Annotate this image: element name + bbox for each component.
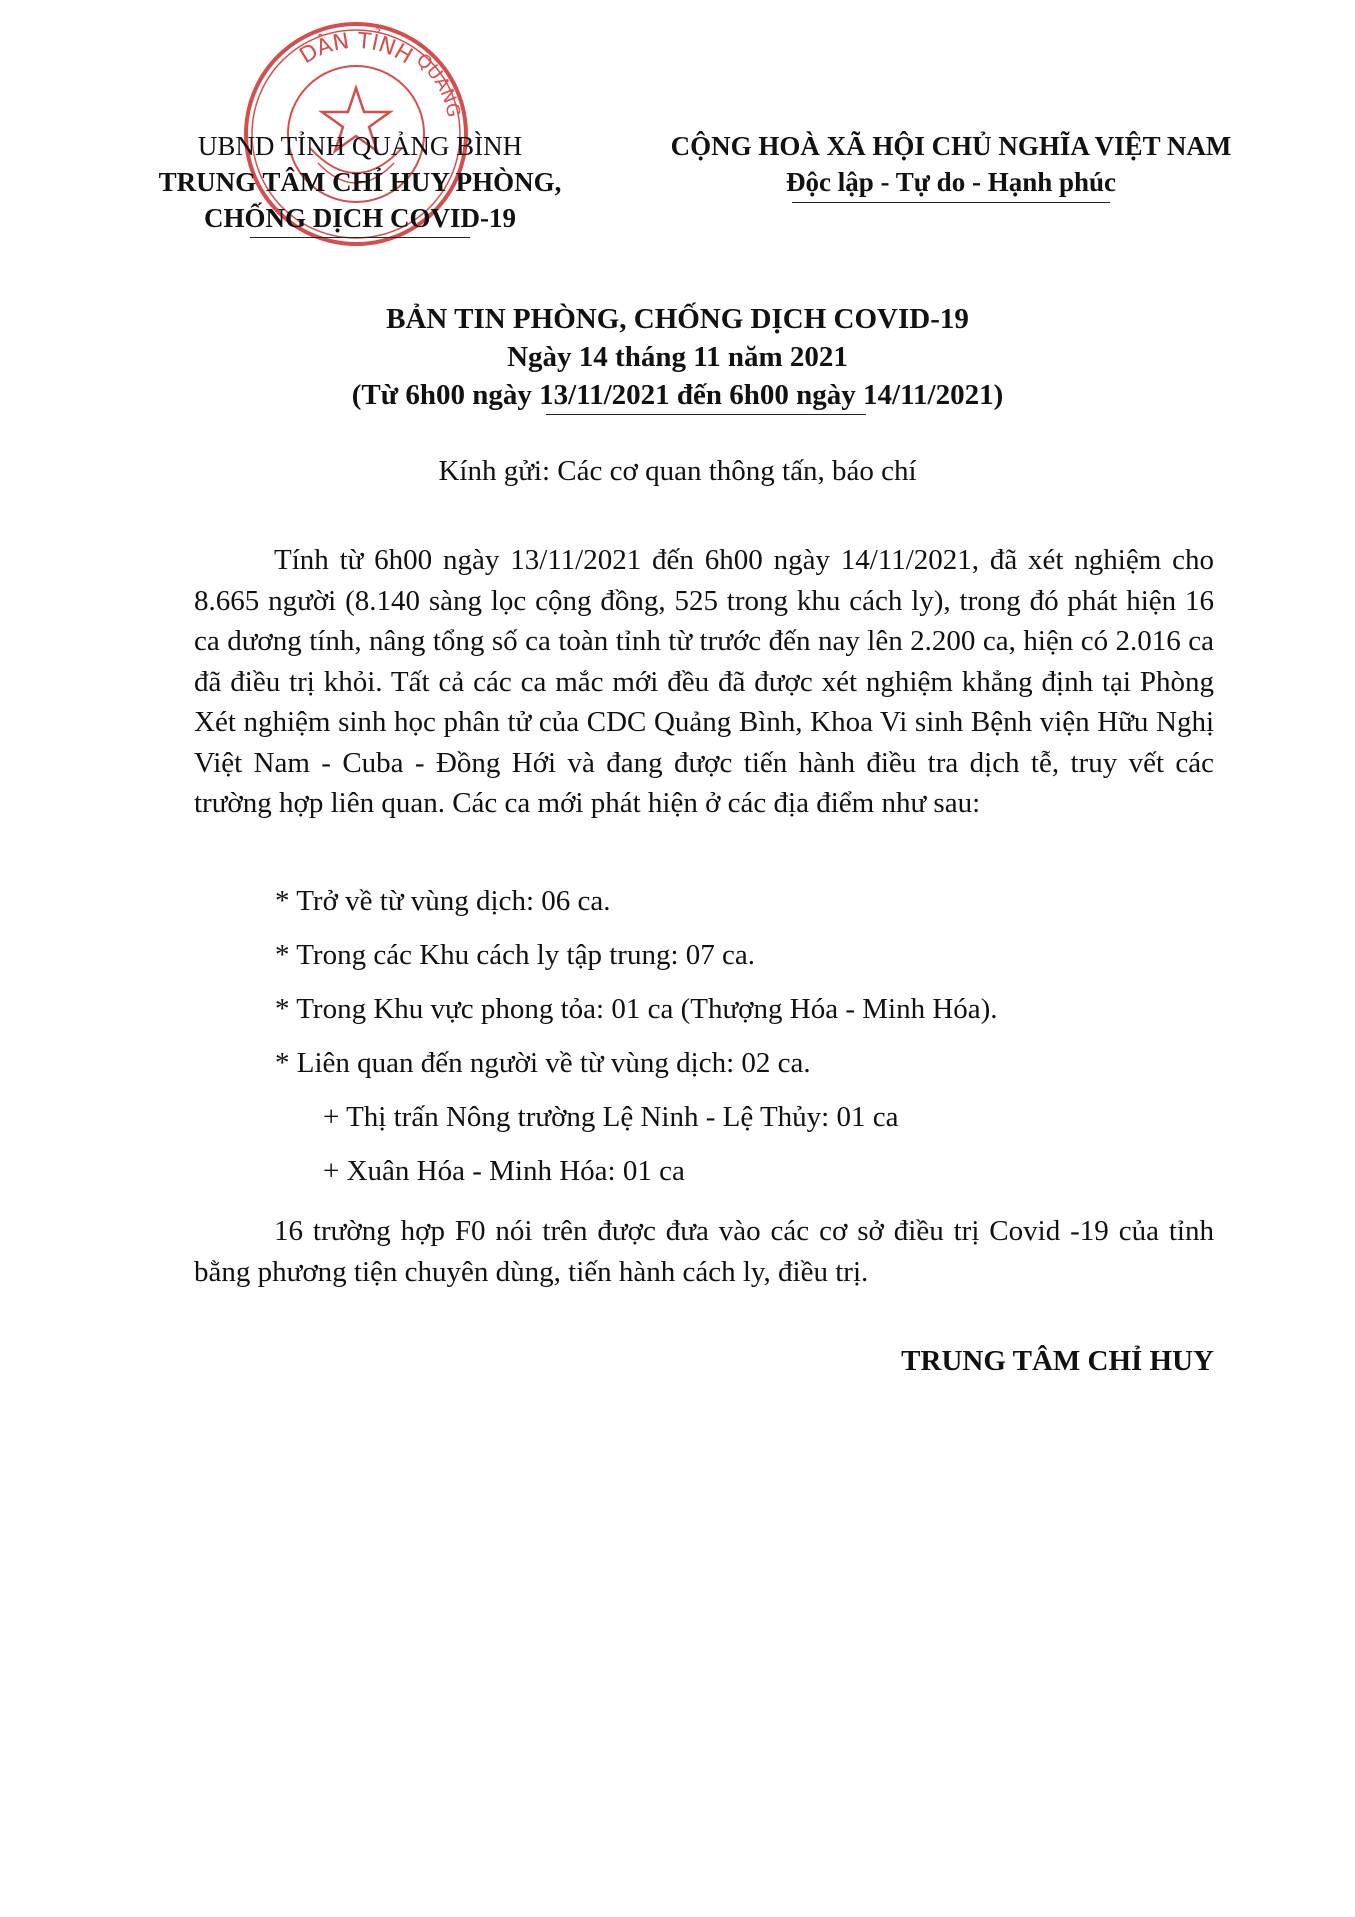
- bulletin-date: Ngày 14 tháng 11 năm 2021: [507, 341, 848, 373]
- national-motto: Độc lập - Tự do - Hạnh phúc: [785, 167, 1117, 197]
- sub-list-item: + Xuân Hóa - Minh Hóa: 01 ca: [323, 1155, 685, 1187]
- motto-underline: [792, 202, 1110, 203]
- addressee-line: Kính gửi: Các cơ quan thông tấn, báo chí: [438, 455, 917, 487]
- closing-paragraph: 16 trường hợp F0 nói trên được đưa vào các cơ sở điều trị Covid -19 của tỉnh bằng phương tiện chuyên dùng, tiến hành cách ly, điều trị.: [194, 1215, 1214, 1288]
- seal-right-text: QUẢNG: [411, 49, 464, 120]
- list-item: * Trong Khu vực phong tỏa: 01 ca (Thượng Hóa - Minh Hóa).: [275, 993, 998, 1025]
- agency-name-line1: TRUNG TÂM CHỈ HUY PHÒNG,: [158, 167, 562, 197]
- list-item: * Trong các Khu cách ly tập trung: 07 ca.: [275, 939, 756, 971]
- case-location-list: [275, 881, 1175, 1205]
- sub-list-item: + Thị trấn Nông trường Lệ Ninh - Lệ Thủy: 01 ca: [323, 1101, 899, 1133]
- closing-section: [194, 1211, 1214, 1292]
- list-item: * Liên quan đến người về từ vùng dịch: 02 ca.: [275, 1047, 811, 1079]
- agency-parent-name: UBND TỈNH QUẢNG BÌNH: [197, 131, 523, 161]
- national-motto-header: [626, 128, 1276, 203]
- country-name: CỘNG HOÀ XÃ HỘI CHỦ NGHĨA VIỆT NAM: [670, 131, 1232, 161]
- signature-block: TRUNG TÂM CHỈ HUY: [901, 1345, 1214, 1377]
- bulletin-title-block: [0, 300, 1355, 415]
- bulletin-title: BẢN TIN PHÒNG, CHỐNG DỊCH COVID-19: [386, 303, 969, 335]
- agency-underline: [250, 237, 470, 238]
- agency-name-line2: CHỐNG DỊCH COVID-19: [203, 203, 516, 233]
- title-underline: [546, 414, 866, 415]
- body-section: [194, 540, 1214, 824]
- seal-top-text: DÂN TỈNH: [295, 28, 417, 70]
- issuing-agency-header: [150, 128, 570, 238]
- list-item: * Trở về từ vùng dịch: 06 ca.: [275, 885, 611, 917]
- bulletin-period: (Từ 6h00 ngày 13/11/2021 đến 6h00 ngày 14/11/2021): [351, 379, 1004, 411]
- body-paragraph: Tính từ 6h00 ngày 13/11/2021 đến 6h00 ngày 14/11/2021, đã xét nghiệm cho 8.665 người (8.140 sàng lọc cộng đồng, 525 trong khu cách ly), trong đó phát hiện 16 ca dương tính, nâng tổng số ca toàn tỉnh từ trước đến nay lên 2.200 ca, hiện có 2.016 ca đã điều trị khỏi. Tất cả các ca mắc mới đều đã được xét nghiệm khẳng định tại Phòng Xét nghiệm sinh học phân tử của CDC Quảng Bình, Khoa Vi sinh Bệnh viện Hữu Nghị Việt Nam - Cuba - Đồng Hới và đang được tiến hành điều tra dịch tễ, truy vết các trường hợp liên quan. Các ca mới phát hiện ở các địa điểm như sau:: [194, 544, 1214, 819]
